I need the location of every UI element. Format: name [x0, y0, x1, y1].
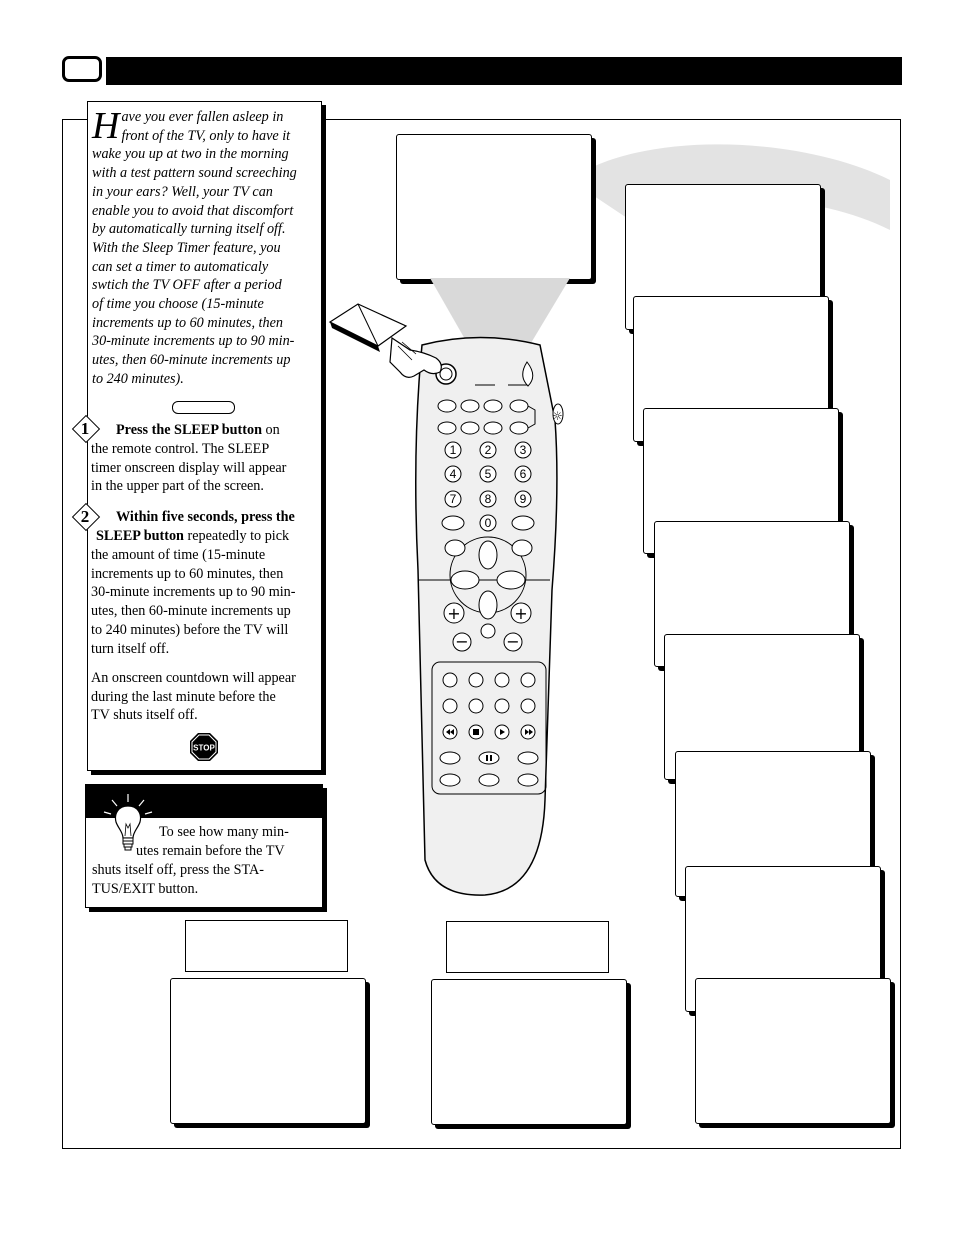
header-bar — [106, 57, 902, 85]
key-7-label: 7 — [449, 492, 457, 506]
intro-line: front of the TV, only to have it — [121, 127, 291, 144]
tip-line: utes remain before the TV — [136, 843, 285, 859]
stop-sign-label: STOP — [193, 743, 215, 753]
intro-line: swtich the TV OFF after a period — [92, 277, 282, 294]
intro-line: increments up to 60 minutes, then — [92, 314, 283, 331]
countdown-line: An onscreen countdown will appear — [91, 670, 296, 686]
step-2-line: repeatedly to pick — [183, 528, 290, 544]
intro-line: wake you up at two in the morning — [92, 146, 289, 163]
intro-line: 30-minute increments up to 90 min- — [92, 333, 295, 350]
intro-line: in your ears? Well, your TV can — [92, 183, 273, 200]
volume-plus-label: + — [447, 604, 461, 623]
key-3-label: 3 — [519, 443, 527, 457]
step-1-text — [91, 440, 319, 496]
step-1-lead: Press the SLEEP button — [116, 422, 262, 438]
step-2-line: increments up to 60 minutes, then — [91, 565, 284, 582]
key-0-label: 0 — [484, 516, 492, 530]
tip-line: To see how many min- — [159, 824, 289, 840]
countdown-line: TV shuts itself off. — [91, 707, 198, 724]
key-6-label: 6 — [519, 467, 527, 481]
step-1-line: the remote control. The SLEEP — [91, 441, 270, 457]
intro-line: of time you choose (15-minute — [92, 296, 264, 313]
intro-line: by automatically turning itself off. — [92, 221, 286, 238]
caption-box — [446, 921, 609, 973]
tv-screen-bottom — [431, 979, 627, 1125]
intro-line: With the Sleep Timer feature, you — [92, 239, 281, 256]
step-1-line: on — [261, 422, 280, 438]
drop-cap: H — [92, 105, 120, 147]
key-9-label: 9 — [519, 492, 527, 506]
tip-line: shuts itself off, press the STA- — [92, 862, 264, 878]
step-2-line: utes, then 60-minute increments up — [91, 603, 291, 620]
intro-text — [92, 105, 320, 389]
intro-line: ave you ever fallen asleep in — [121, 109, 284, 125]
key-4-label: 4 — [449, 467, 457, 481]
key-2-label: 2 — [484, 443, 492, 457]
remote-control — [330, 300, 570, 900]
intro-line: can set a timer to automaticaly — [92, 258, 269, 275]
stop-sign-icon — [189, 732, 219, 762]
key-8-label: 8 — [484, 492, 492, 506]
pointing-hand-icon — [328, 302, 448, 384]
caption-box — [185, 920, 348, 972]
step-2-line: to 240 minutes) before the TV will — [91, 621, 289, 638]
intro-line: with a test pattern sound screeching — [92, 165, 297, 182]
tv-screen-bottom — [170, 978, 366, 1124]
step-2-line: turn itself off. — [91, 640, 170, 657]
volume-minus-label: − — [455, 632, 469, 651]
step-1-line: timer onscreen display will appear — [91, 459, 287, 476]
svg-text:☼: ☼ — [552, 409, 563, 423]
countdown-line: during the last minute before the — [91, 688, 276, 705]
tv-icon — [62, 56, 102, 82]
step-2-text — [91, 546, 319, 658]
step-1-first-line — [116, 421, 344, 440]
step-1-number: 1 — [80, 419, 90, 438]
countdown-text — [91, 669, 319, 725]
intro-line: utes, then 60-minute increments up — [92, 352, 291, 369]
step-2-lead — [116, 508, 344, 527]
key-5-label: 5 — [484, 467, 492, 481]
step-2-lead-text: Within five seconds, press the — [116, 509, 295, 525]
channel-plus-label: + — [514, 604, 528, 623]
channel-minus-label: − — [506, 632, 520, 651]
intro-line: to 240 minutes). — [92, 370, 184, 387]
step-2-line: the amount of time (15-minute — [91, 547, 266, 563]
step-1-line: in the upper part of the screen. — [91, 478, 264, 495]
intro-line: enable you to avoid that discomfort — [92, 202, 294, 219]
tv-screen-cascade — [695, 978, 891, 1124]
step-2-second-line — [96, 527, 324, 546]
tip-line: TUS/EXIT button. — [92, 881, 199, 897]
step-2-line: 30-minute increments up to 90 min- — [91, 584, 296, 601]
sleep-button-graphic — [172, 401, 235, 414]
tv-screen-top — [396, 134, 592, 280]
key-1-label: 1 — [449, 443, 457, 457]
step-2-lead2: SLEEP button — [96, 528, 184, 544]
step-2-number: 2 — [80, 507, 90, 526]
